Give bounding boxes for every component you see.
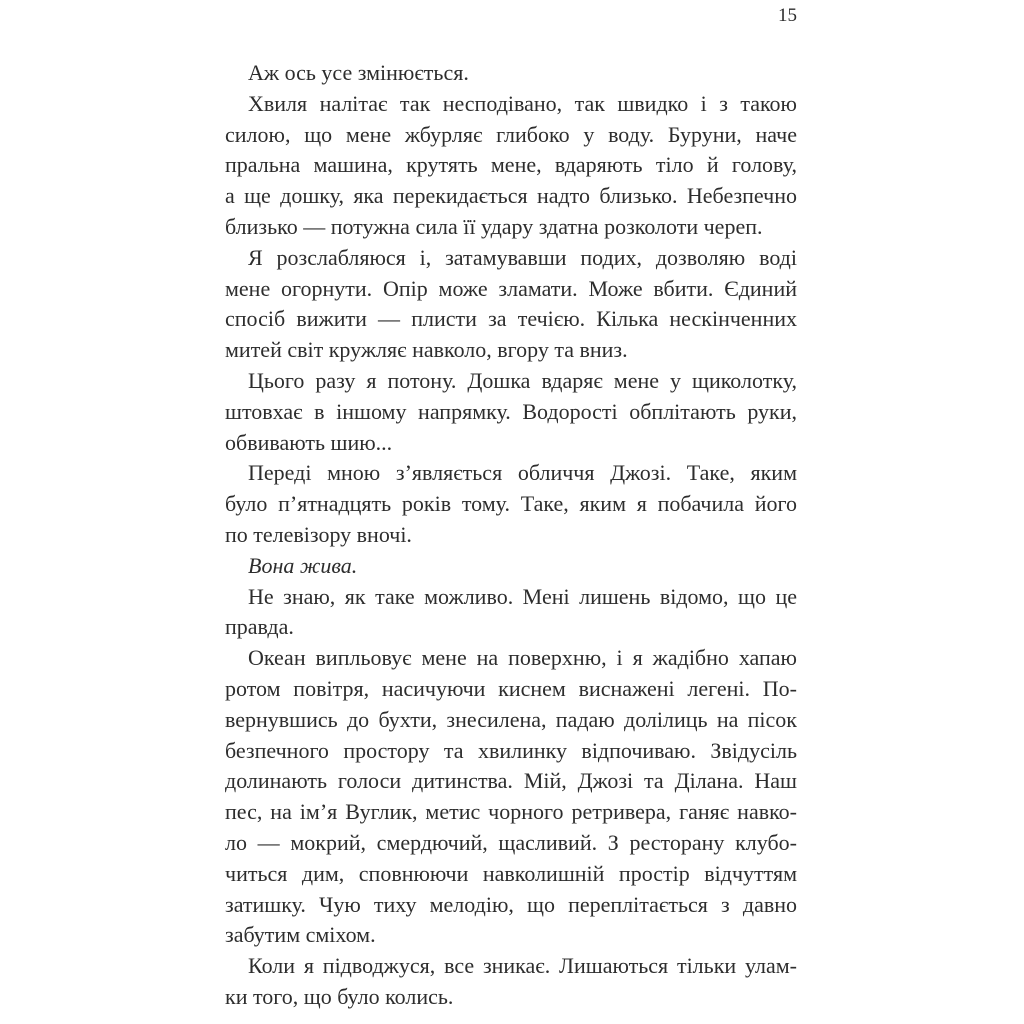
text-line: затишку. Чую тиху мелодію, що переплітається з давно	[225, 891, 797, 917]
text-line: ротом повітря, насичуючи киснем виснажені легені. По-	[225, 675, 797, 701]
text-line: по телевізору вночі.	[225, 521, 412, 547]
text-line: близько — потужна сила її удару здатна розколоти череп.	[225, 213, 763, 239]
text-line: обвивають шию...	[225, 429, 393, 455]
text-line: силою, що мене жбурляє глибоко у воду. Буруни, наче	[225, 121, 797, 147]
text-line: Не знаю, як таке можливо. Мені лишень відомо, що це	[248, 583, 797, 609]
text-line: забутим сміхом.	[225, 922, 376, 948]
paragraph	[225, 582, 797, 644]
text-line: ло — мокрий, смердючий, щасливий. З ресторану клубо-	[225, 829, 797, 855]
text-line: Хвиля налітає так несподівано, так швидко і з такою	[248, 90, 797, 116]
text-line: спосіб вижити — плисти за течією. Кілька нескінченних	[225, 306, 797, 332]
text-line: читься дим, сповнюючи навколишній простір відчуттям	[225, 860, 797, 886]
text-line: штовхає в іншому напрямку. Водорості обплітають руки,	[225, 398, 797, 424]
paragraph	[225, 58, 797, 89]
page-number: 15	[778, 5, 797, 26]
text-line: мене огорнути. Опір може зламати. Може вбити. Єдиний	[225, 275, 797, 301]
paragraph	[225, 551, 797, 582]
paragraph	[225, 458, 797, 550]
text-line: вернувшись до бухти, знесилена, падаю долілиць на пісок	[225, 706, 797, 732]
paragraph	[225, 89, 797, 243]
text-line: пральна машина, крутять мене, вдаряють тіло й голову,	[225, 152, 797, 178]
text-line: Я розслабляюся і, затамувавши подих, дозволяю воді	[248, 244, 797, 270]
paragraph	[225, 643, 797, 951]
text-block	[225, 58, 797, 1013]
paragraph	[225, 951, 797, 1013]
text-line: Переді мною з’являється обличчя Джозі. Таке, яким	[248, 460, 797, 486]
text-line: Аж ось усе змінюється.	[248, 60, 469, 85]
text-line: пес, на ім’я Вуглик, метис чорного ретривера, ганяє навко-	[225, 799, 797, 825]
text-line: Вона жива.	[248, 552, 358, 578]
text-line: долинають голоси дитинства. Мій, Джозі та Ділана. Наш	[225, 768, 797, 794]
text-line: було п’ятнадцять років тому. Таке, яким я побачила його	[225, 491, 797, 517]
text-line: Коли я підводжуся, все зникає. Лишаються тільки улам-	[248, 953, 797, 979]
text-line: безпечного простору та хвилинку відпочиваю. Звідусіль	[225, 737, 797, 763]
text-line: Цього разу я потону. Дошка вдаряє мене у щиколотку,	[248, 367, 797, 393]
text-line: митей світ кружляє навколо, вгору та вниз.	[225, 337, 628, 363]
text-line: правда.	[225, 614, 294, 640]
text-line: Океан випльовує мене на поверхню, і я жадібно хапаю	[248, 645, 797, 671]
text-line: а ще дошку, яка перекидається надто близько. Небезпечно	[225, 183, 797, 209]
paragraph	[225, 243, 797, 366]
text-line: ки того, що було колись.	[225, 983, 454, 1009]
paragraph	[225, 366, 797, 458]
